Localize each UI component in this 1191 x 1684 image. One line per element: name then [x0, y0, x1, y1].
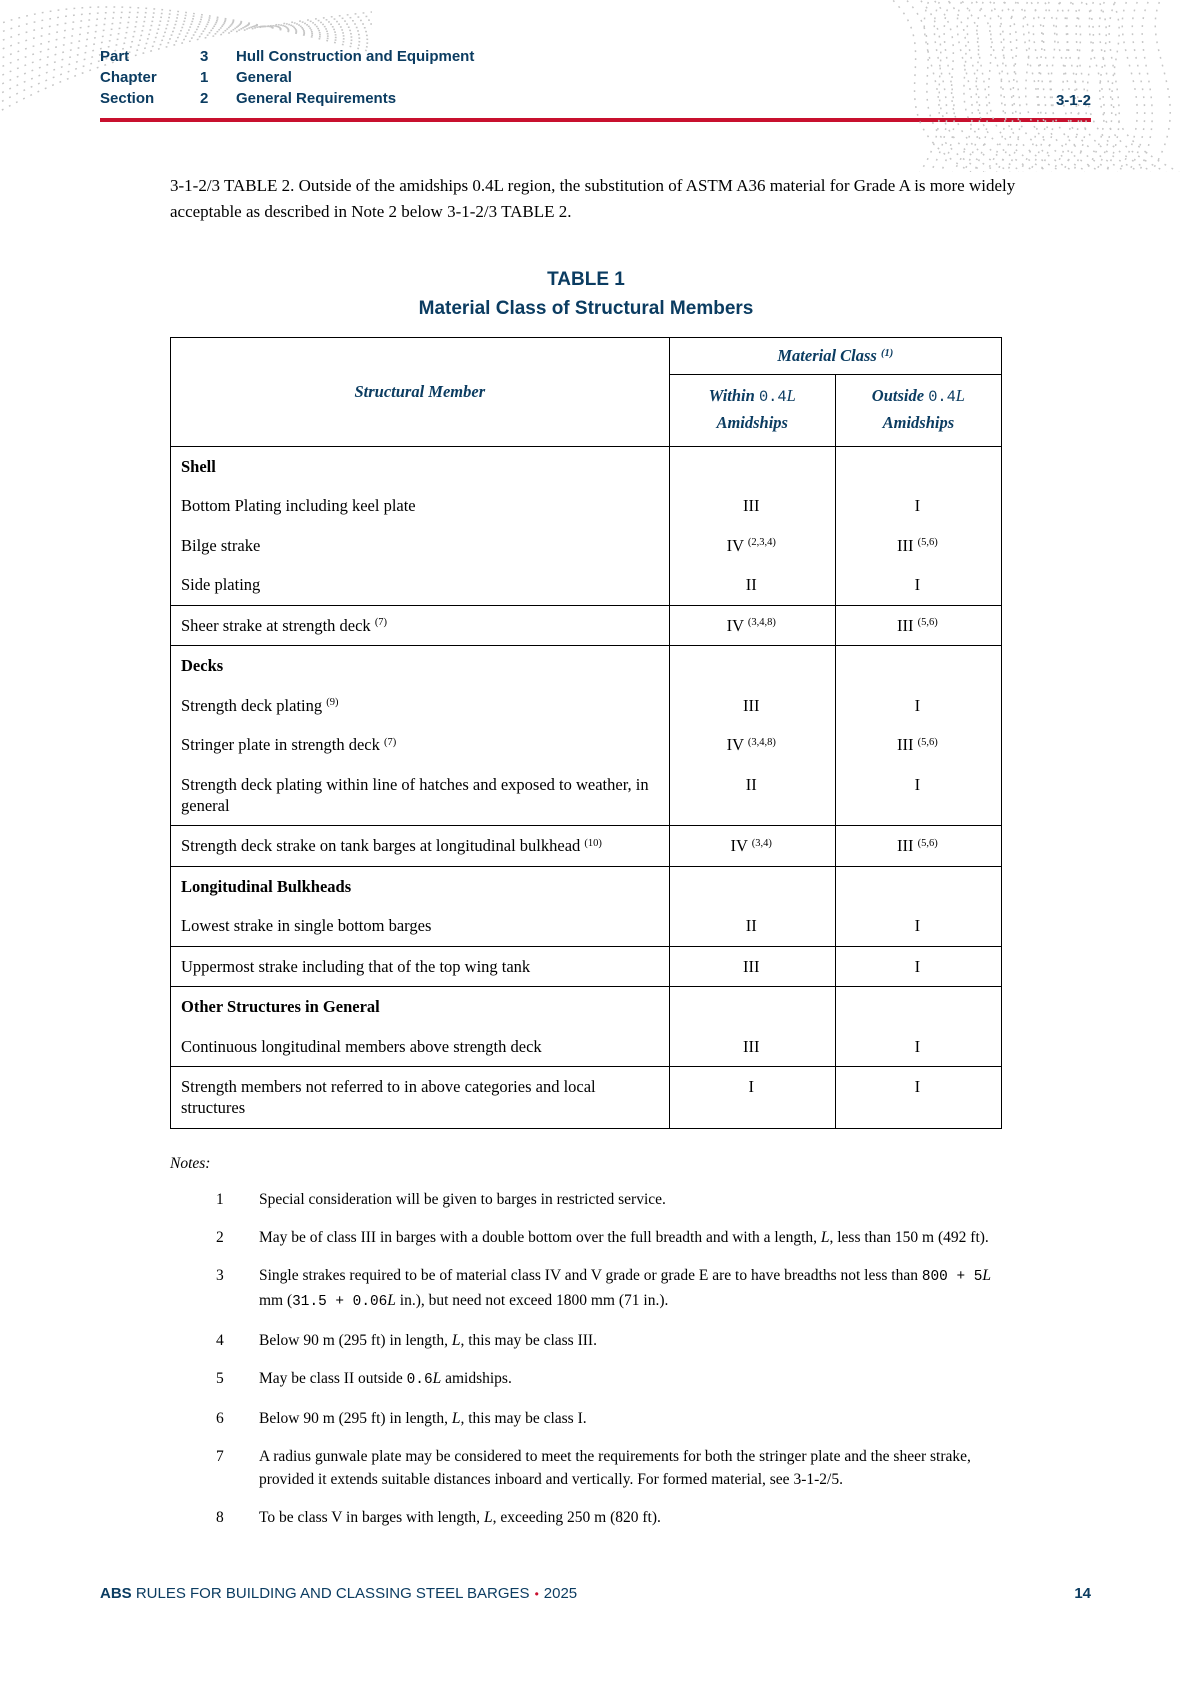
table-row [171, 1067, 1002, 1129]
note-ref: (3,4,8) [747, 736, 776, 748]
table-section [171, 1067, 1002, 1129]
header-row-section [100, 88, 1091, 109]
table-row [171, 605, 1002, 645]
note-item [170, 1445, 995, 1492]
footer-book-title [100, 1585, 577, 1602]
class-value-cell: III $^{(5,6)}$ [835, 826, 1001, 866]
class-value-cell [669, 987, 835, 1027]
table-section [171, 866, 1002, 946]
intro-paragraph: 3-1-2/3 TABLE 2. Outside of the amidships 0.4L region, the substitution of ASTM A36 material for Grade A is more widely acceptable as described in Note 2 below 3-1-2/3 TABLE 2. [170, 176, 1016, 221]
note-ref: (5,6) [917, 736, 938, 748]
section-code: 3-1-2 [1055, 92, 1091, 109]
note-item [170, 1264, 995, 1313]
material-class-note-ref: (1) [880, 347, 894, 359]
note-ref: (5,6) [917, 617, 938, 629]
table-group-row [171, 866, 1002, 906]
member-cell: Decks [181, 656, 224, 676]
note-number: 5 [216, 1369, 224, 1387]
footer-brand: ABS [100, 1585, 132, 1602]
member-cell: Sheer strake at strength deck $^{(7)}$ [181, 615, 388, 635]
class-value-cell: II [669, 565, 835, 605]
table-head [171, 338, 1002, 447]
note-item [170, 1506, 995, 1529]
note-item [170, 1329, 995, 1352]
class-value-cell [835, 447, 1001, 487]
class-value-cell: III [669, 946, 835, 986]
note-item [170, 1407, 995, 1430]
table-row [171, 565, 1002, 605]
class-value-cell: II [669, 765, 835, 826]
notes-list [170, 1188, 995, 1530]
note-ref: (5,6) [917, 837, 938, 849]
note-text: Single strakes required to be of material class IV and V grade or grade E are to have breadths not less than 800 + 5L mm (31.5 + 0.06L in.), but need not exceed 1800 mm (71 in.). [259, 1267, 992, 1310]
column-header-structural-member: Structural Member [354, 382, 486, 401]
note-ref: (10) [584, 837, 602, 849]
class-value-cell [669, 447, 835, 487]
note-ref: (3,4) [751, 837, 772, 849]
member-cell: Side plating [181, 575, 261, 595]
class-value-cell: III [669, 1027, 835, 1067]
class-value-cell: I [835, 1067, 1001, 1129]
column-header-material-class: Material Class $^{(1)}$ [669, 338, 1001, 375]
member-cell: Strength deck strake on tank barges at longitudinal bulkhead $^{(10)}$ [181, 836, 602, 856]
footer-year: 2025 [543, 1585, 578, 1602]
note-text: Below 90 m (295 ft) in length, L, this may be class III. [259, 1331, 597, 1349]
note-item [170, 1367, 995, 1392]
note-number: 6 [216, 1409, 224, 1427]
page-footer [100, 1585, 1091, 1602]
header-part-title: Hull Construction and Equipment [236, 48, 475, 65]
class-value-cell [669, 646, 835, 686]
note-text: May be of class III in barges with a double bottom over the full breadth and with a length, L, less than 150 m (492 ft). [259, 1229, 989, 1247]
table-group-row [171, 987, 1002, 1027]
note-number: 2 [216, 1229, 224, 1247]
header-section-title: General Requirements [236, 90, 397, 107]
table-group-row [171, 646, 1002, 686]
class-value-cell: I [835, 686, 1001, 725]
class-value-cell: I [835, 906, 1001, 946]
table-title-line1: TABLE 1 [547, 269, 625, 290]
member-cell: Stringer plate in strength deck $^{(7)}$ [181, 735, 397, 755]
member-cell: Bottom Plating including keel plate [181, 496, 416, 516]
table-row [171, 826, 1002, 866]
class-value-cell [669, 866, 835, 906]
table-row [171, 486, 1002, 525]
note-ref: (2,3,4) [747, 537, 776, 549]
note-text: May be class II outside 0.6L amidships. [259, 1369, 512, 1388]
note-text: Special consideration will be given to barges in restricted service. [259, 1190, 666, 1208]
note-text: Below 90 m (295 ft) in length, L, this may be class I. [259, 1409, 587, 1427]
class-value-cell: I [835, 946, 1001, 986]
class-value-cell: II [669, 906, 835, 946]
header-row-chapter [100, 67, 1091, 88]
class-value-cell: I [835, 565, 1001, 605]
note-number: 3 [216, 1267, 224, 1285]
table-title [170, 266, 1002, 323]
member-cell: Lowest strake in single bottom barges [181, 916, 432, 936]
page-number: 14 [1074, 1585, 1091, 1602]
class-value-cell: I [835, 765, 1001, 826]
note-ref: (7) [384, 736, 397, 748]
notes-section [170, 1155, 995, 1530]
note-number: 8 [216, 1509, 224, 1527]
table-title-line2: Material Class of Structural Members [418, 297, 754, 319]
header-section-label: Section [100, 90, 155, 107]
member-cell: Strength deck plating $^{(9)}$ [181, 695, 339, 715]
class-value-cell: III $^{(5,6)}$ [835, 605, 1001, 645]
class-value-cell: III [669, 486, 835, 525]
member-cell: Longitudinal Bulkheads [181, 876, 352, 896]
class-value-cell: III [669, 686, 835, 725]
class-value-cell [835, 646, 1001, 686]
table-section [171, 987, 1002, 1067]
header-row-part [100, 46, 1091, 67]
header-chapter-number: 1 [200, 69, 209, 86]
table-group-row [171, 447, 1002, 487]
note-text: To be class V in barges with length, L, exceeding 250 m (820 ft). [259, 1509, 661, 1527]
class-value-cell: IV $^{(3,4,8)}$ [669, 605, 835, 645]
page-content [170, 173, 1091, 1530]
table-row [171, 906, 1002, 946]
class-value-cell: III $^{(5,6)}$ [835, 526, 1001, 565]
class-value-cell [835, 866, 1001, 906]
table-section [171, 946, 1002, 986]
note-item [170, 1188, 995, 1211]
table-row [171, 725, 1002, 764]
member-cell: Other Structures in General [181, 997, 380, 1017]
header-part-label: Part [100, 48, 130, 65]
note-ref: (3,4,8) [747, 617, 776, 629]
table-row [171, 946, 1002, 986]
note-ref: (5,6) [917, 537, 938, 549]
table-section [171, 447, 1002, 606]
header-chapter-title: General [236, 69, 292, 86]
member-cell: Strength deck plating within line of hatches and exposed to weather, in general [181, 774, 649, 815]
class-value-cell: III $^{(5,6)}$ [835, 725, 1001, 764]
table-row [171, 765, 1002, 826]
material-class-table [170, 337, 1002, 1129]
page-header [100, 46, 1091, 109]
note-text: A radius gunwale plate may be considered to meet the requirements for both the stringer plate and the sheer strake, provided it extends suitable distances inboard and vertically. For formed material, see 3-1-2/5. [259, 1447, 971, 1488]
member-cell: Strength members not referred to in above categories and local structures [181, 1077, 596, 1118]
table-section [171, 605, 1002, 645]
table-section [171, 646, 1002, 826]
column-header-outside-amidships: Outside 0.4L Amidships [835, 375, 1001, 447]
member-cell: Shell [181, 457, 216, 476]
note-item [170, 1226, 995, 1249]
class-value-cell: I [669, 1067, 835, 1129]
class-value-cell: I [835, 486, 1001, 525]
note-ref: (7) [374, 617, 388, 629]
table-row [171, 1027, 1002, 1067]
member-cell: Bilge strake [181, 535, 261, 555]
class-value-cell: IV $^{(3,4,8)}$ [669, 725, 835, 764]
notes-label: Notes: [170, 1154, 211, 1172]
note-number: 1 [216, 1190, 224, 1208]
note-number: 4 [216, 1331, 224, 1349]
member-cell: Continuous longitudinal members above strength deck [181, 1036, 542, 1056]
table-section [171, 826, 1002, 866]
header-chapter-label: Chapter [100, 69, 157, 86]
note-number: 7 [216, 1447, 224, 1465]
table-row [171, 526, 1002, 565]
header-part-number: 3 [200, 48, 209, 65]
class-value-cell [835, 987, 1001, 1027]
class-value-cell: IV $^{(3,4)}$ [669, 826, 835, 866]
class-value-cell: IV $^{(2,3,4)}$ [669, 526, 835, 565]
table-row [171, 686, 1002, 725]
header-section-number: 2 [200, 90, 209, 107]
footer-bullet: • [534, 1587, 539, 1601]
class-value-cell: I [835, 1027, 1001, 1067]
footer-title-text: RULES FOR BUILDING AND CLASSING STEEL BARGES [131, 1585, 530, 1602]
note-ref: (9) [326, 697, 339, 709]
member-cell: Uppermost strake including that of the top wing tank [181, 956, 531, 976]
column-header-within-amidships: Within 0.4L Amidships [669, 375, 835, 447]
